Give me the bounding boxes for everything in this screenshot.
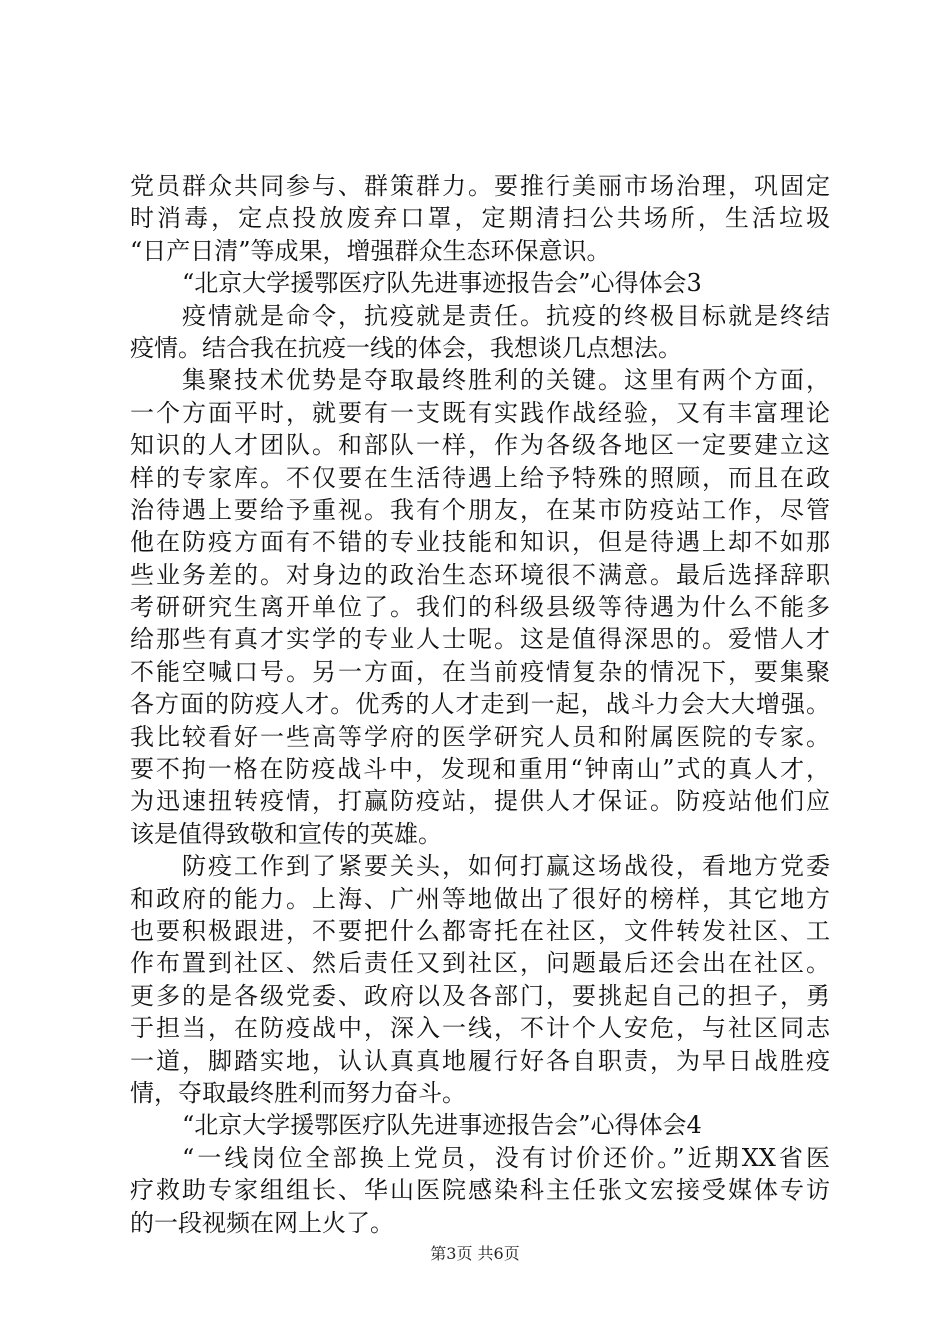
text-line: “日产日清”等成果，增强群众生态环保意识。 — [130, 236, 611, 265]
text-line: 要不拘一格在防疫战斗中，发现和重用“钟南山”式的真人才， — [130, 755, 830, 784]
text-line: 考研研究生离开单位了。我们的科级县级等待遇为什么不能多 — [130, 593, 830, 622]
text-line: 些业务差的。对身边的政治生态环境很不满意。最后选择辞职 — [130, 560, 830, 589]
text-line: 该是值得致敬和宣传的英雄。 — [130, 819, 442, 848]
document-body — [130, 170, 830, 1239]
text-line: 样的专家库。不仅要在生活待遇上给予特殊的照顾，而且在政 — [130, 463, 830, 492]
text-line: 不能空喊口号。另一方面，在当前疫情复杂的情况下，要集聚 — [130, 657, 830, 686]
text-line: “北京大学援鄂医疗队先进事迹报告会”心得体会3 — [182, 269, 702, 298]
text-line: 疫情。结合我在抗疫一线的体会，我想谈几点想法。 — [130, 333, 682, 362]
text-line: 疫情就是命令，抗疫就是责任。抗疫的终极目标就是终结 — [182, 301, 830, 330]
text-line: 作布置到社区、然后责任又到社区，问题最后还会出在社区。 — [130, 949, 830, 978]
page-footer: 第3页 共6页 — [430, 1244, 520, 1263]
text-line: 治待遇上要给予重视。我有个朋友，在某市防疫站工作，尽管 — [130, 495, 830, 524]
text-line: 他在防疫方面有不错的专业技能和知识，但是待遇上却不如那 — [130, 528, 830, 557]
text-line: 党员群众共同参与、群策群力。要推行美丽市场治理，巩固定 — [130, 172, 830, 200]
text-line: 集聚技术优势是夺取最终胜利的关键。这里有两个方面， — [182, 366, 830, 395]
text-line: 为迅速扭转疫情，打赢防疫站，提供人才保证。防疫站他们应 — [130, 787, 830, 816]
text-line: 一个方面平时，就要有一支既有实践作战经验，又有丰富理论 — [130, 398, 830, 427]
text-line: 也要积极跟进，不要把什么都寄托在社区，文件转发社区、工 — [130, 916, 830, 945]
text-line: 情，夺取最终胜利而努力奋斗。 — [130, 1078, 466, 1107]
text-line: 于担当，在防疫战中，深入一线，不计个人安危，与社区同志 — [130, 1014, 830, 1043]
text-line: 各方面的防疫人才。优秀的人才走到一起，战斗力会大大增强。 — [130, 690, 830, 719]
text-line: 更多的是各级党委、政府以及各部门，要挑起自己的担子，勇 — [130, 981, 830, 1010]
text-line: 知识的人才团队。和部队一样，作为各级各地区一定要建立这 — [130, 431, 830, 460]
text-line: 给那些有真才实学的专业人士呢。这是值得深思的。爱惜人才 — [130, 625, 830, 654]
text-line: 我比较看好一些高等学府的医学研究人员和附属医院的专家。 — [130, 722, 830, 751]
text-line: 的一段视频在网上火了。 — [130, 1208, 394, 1237]
text-line: 疗救助专家组组长、华山医院感染科主任张文宏接受媒体专访 — [130, 1176, 830, 1205]
text-line: 防疫工作到了紧要关头，如何打赢这场战役，看地方党委 — [182, 852, 830, 881]
text-line: 和政府的能力。上海、广州等地做出了很好的榜样，其它地方 — [130, 884, 830, 913]
text-line: 一道，脚踏实地，认认真真地履行好各自职责，为早日战胜疫 — [130, 1046, 830, 1075]
text-line: “一线岗位全部换上党员，没有讨价还价。”近期XX省医 — [182, 1143, 830, 1172]
text-line: “北京大学援鄂医疗队先进事迹报告会”心得体会4 — [182, 1111, 702, 1140]
text-line: 时消毒，定点投放废弃口罩，定期清扫公共场所，生活垃圾 — [130, 204, 830, 233]
